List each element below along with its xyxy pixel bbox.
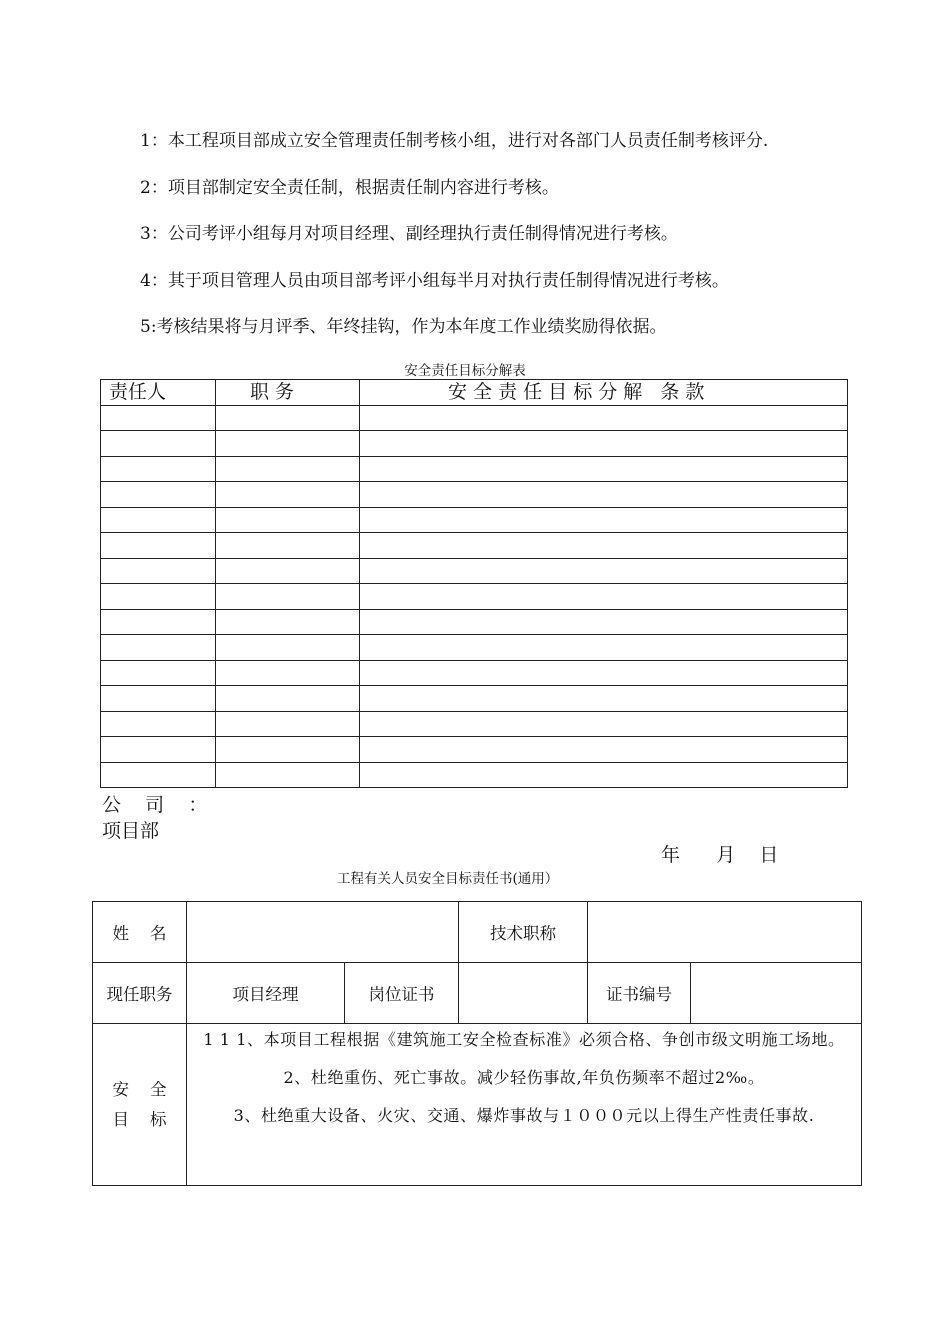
empty-cell <box>360 609 848 635</box>
empty-cell <box>216 762 360 788</box>
empty-cell <box>101 609 216 635</box>
empty-cell <box>360 431 848 457</box>
table-row <box>101 405 848 431</box>
empty-cell <box>101 431 216 457</box>
goal-item: 2、杜绝重伤、死亡事故。减少轻伤事故,年负伤频率不超过2‰。 <box>283 1068 765 1087</box>
current-position-label: 现任职务 <box>93 963 187 1024</box>
current-position-value: 项目经理 <box>187 963 345 1024</box>
name-value-cell <box>187 902 459 963</box>
table2-title: 工程有关人员安全目标责任书(通用） <box>337 871 559 887</box>
safety-label: 安 全 <box>112 1079 167 1099</box>
table-row <box>101 686 848 712</box>
table-row <box>101 609 848 635</box>
table1-title: 安全责任目标分解表 <box>404 363 526 379</box>
empty-cell <box>360 686 848 712</box>
empty-cell <box>101 482 216 508</box>
table-row <box>93 1024 862 1186</box>
goal-item: 3、杜绝重大设备、火灾、交通、爆炸事故与１０００元以上得生产性责任事故. <box>233 1106 815 1125</box>
empty-cell <box>101 533 216 559</box>
empty-cell <box>216 660 360 686</box>
technical-title-value-cell <box>588 902 862 963</box>
table-row <box>101 431 848 457</box>
company-label: 公 司 ： <box>102 794 208 816</box>
technical-title-label: 技术职称 <box>459 902 588 963</box>
certificate-number-value-cell <box>691 963 862 1024</box>
empty-cell <box>216 584 360 610</box>
empty-cell <box>101 558 216 584</box>
empty-cell <box>101 737 216 763</box>
empty-cell <box>216 456 360 482</box>
table-row <box>101 533 848 559</box>
certificate-number-label: 证书编号 <box>588 963 691 1024</box>
empty-cell <box>216 482 360 508</box>
empty-cell <box>360 558 848 584</box>
empty-cell <box>101 635 216 661</box>
empty-cell <box>360 456 848 482</box>
table-row <box>93 902 862 963</box>
post-certificate-label: 岗位证书 <box>345 963 459 1024</box>
goal-item: 1 1 1、本项目工程根据《建筑施工安全检查标准》必须合格、争创市级文明施工场地。 <box>203 1030 845 1049</box>
empty-cell <box>101 762 216 788</box>
empty-cell <box>216 558 360 584</box>
empty-cell <box>101 507 216 533</box>
safety-goal-label-cell <box>93 1024 187 1186</box>
date-label: 年 月 日 <box>661 844 779 866</box>
project-dept-label: 项目部 <box>102 820 160 842</box>
empty-cell <box>101 711 216 737</box>
empty-cell <box>360 405 848 431</box>
empty-cell <box>216 686 360 712</box>
table-row <box>101 762 848 788</box>
empty-cell <box>216 609 360 635</box>
table-row <box>101 584 848 610</box>
table-row <box>101 558 848 584</box>
empty-cell <box>360 711 848 737</box>
paragraph-1: 1：本工程项目部成立安全管理责任制考核小组，进行对各部门人员责任制考核评分. <box>140 131 769 151</box>
empty-cell <box>216 431 360 457</box>
empty-cell <box>216 533 360 559</box>
empty-cell <box>216 635 360 661</box>
table-body <box>101 405 848 788</box>
empty-cell <box>360 737 848 763</box>
empty-cell <box>360 584 848 610</box>
table-row <box>101 737 848 763</box>
paragraph-2: 2：项目部制定安全责任制，根据责任制内容进行考核。 <box>140 178 559 198</box>
empty-cell <box>216 507 360 533</box>
empty-cell <box>101 456 216 482</box>
empty-cell <box>360 635 848 661</box>
header-position: 职 务 <box>216 380 360 406</box>
empty-cell <box>360 660 848 686</box>
goal-label: 目 标 <box>112 1109 167 1129</box>
table-header-row <box>101 380 848 406</box>
responsibility-breakdown-table <box>100 379 848 788</box>
table-row <box>101 660 848 686</box>
empty-cell <box>101 686 216 712</box>
table-row <box>101 482 848 508</box>
header-breakdown-terms: 安 全 责 任 目 标 分 解 条 款 <box>360 380 848 406</box>
empty-cell <box>216 711 360 737</box>
table-row <box>93 963 862 1024</box>
table-row <box>101 456 848 482</box>
paragraph-5: 5:考核结果将与月评季、年终挂钩，作为本年度工作业绩奖励得依据。 <box>140 317 667 337</box>
empty-cell <box>360 533 848 559</box>
empty-cell <box>360 482 848 508</box>
empty-cell <box>216 737 360 763</box>
empty-cell <box>101 584 216 610</box>
empty-cell <box>360 507 848 533</box>
paragraph-3: 3：公司考评小组每月对项目经理、副经理执行责任制得情况进行考核。 <box>140 224 678 244</box>
header-responsible-person: 责任人 <box>101 380 216 406</box>
empty-cell <box>101 405 216 431</box>
table-row <box>101 711 848 737</box>
empty-cell <box>216 405 360 431</box>
empty-cell <box>101 660 216 686</box>
post-certificate-value-cell <box>459 963 588 1024</box>
table-row <box>101 507 848 533</box>
safety-responsibility-table <box>92 901 862 1186</box>
paragraph-4: 4：其于项目管理人员由项目部考评小组每半月对执行责任制得情况进行考核。 <box>140 271 729 291</box>
table-row <box>101 635 848 661</box>
safety-goals-cell <box>187 1024 862 1186</box>
name-label: 姓 名 <box>93 902 187 963</box>
empty-cell <box>360 762 848 788</box>
